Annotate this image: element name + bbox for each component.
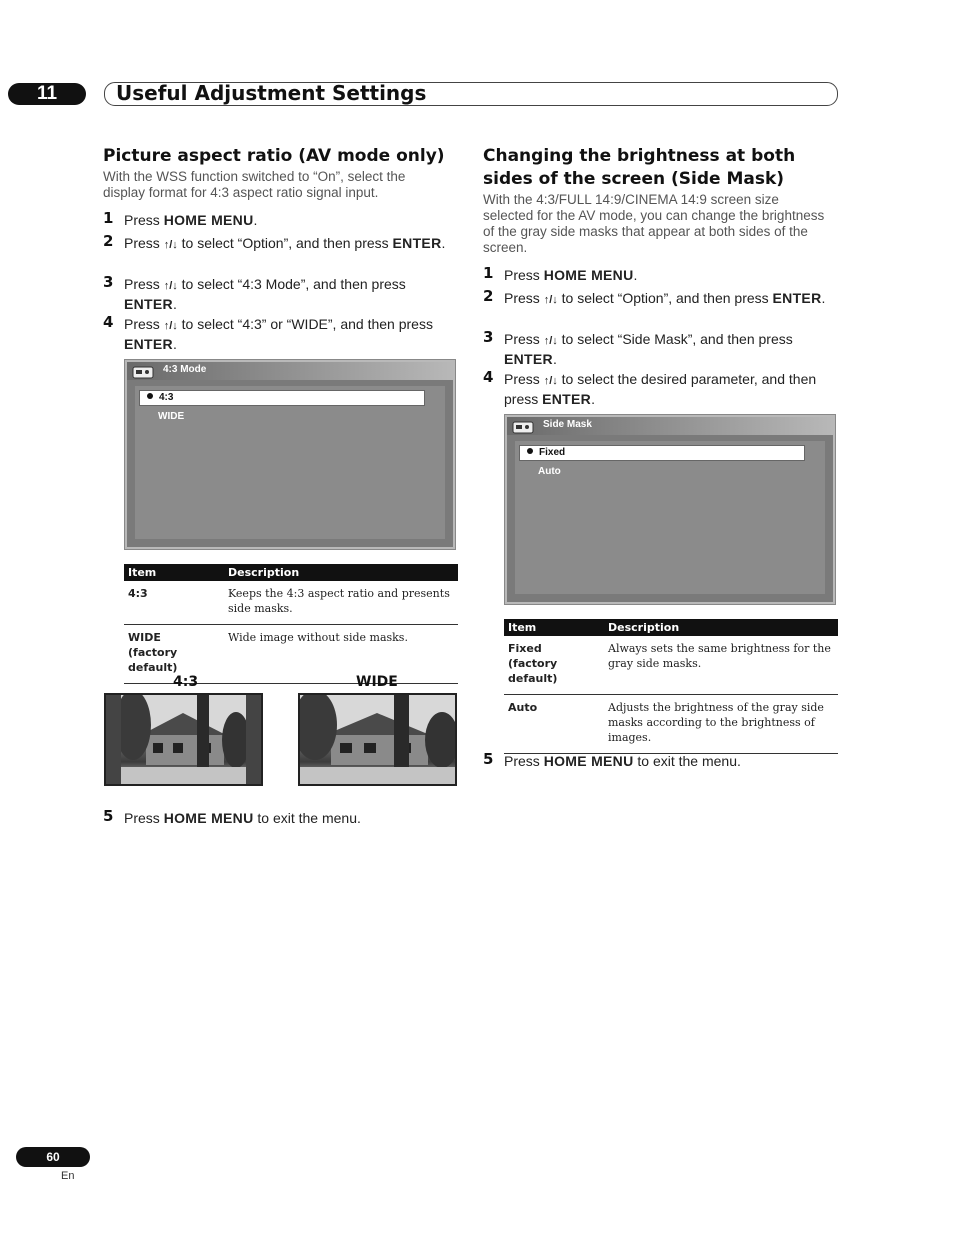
left-step-5: 5 Press HOME MENU to exit the menu.: [103, 807, 361, 826]
photo-4-3-example: [104, 693, 263, 786]
photo-label-wide: WIDE: [356, 674, 398, 690]
right-intro: With the 4:3/FULL 14:9/CINEMA 14:9 screen size selected for the AV mode, you can change the brightness of the gray side masks that appear at both sides of the screen.: [483, 192, 825, 255]
up-down-arrows-icon: ↑/↓: [163, 280, 178, 292]
chapter-number-badge: 11: [8, 83, 86, 105]
right-step-1: 1 Press HOME MENU.: [483, 264, 638, 283]
up-down-arrows-icon: ↑/↓: [543, 375, 558, 387]
photo-wide-example: [298, 693, 457, 786]
selected-dot-icon: [147, 393, 153, 399]
right-step-5: 5 Press HOME MENU to exit the menu.: [483, 750, 741, 769]
selected-dot-icon: [527, 448, 533, 454]
left-section-title: Picture aspect ratio (AV mode only): [103, 146, 445, 166]
page-number: 60: [16, 1147, 90, 1167]
osd-option: Auto: [538, 466, 561, 477]
up-down-arrows-icon: ↑/↓: [543, 294, 558, 306]
right-section-title: Changing the brightness at both sides of the screen (Side Mask): [483, 146, 796, 189]
photo-label-4-3: 4:3: [173, 674, 199, 690]
right-step-2: 2 Press ↑/↓ to select “Option”, and then press ENTER.: [483, 287, 826, 306]
right-item-table: Item Description Fixed (factory default) Always sets the same brightness for the gray side masks. Auto Adjusts the brightness of the gray side masks according to the brightness of images.: [504, 619, 838, 754]
left-intro: With the WSS function switched to “On”, select the display format for 4:3 aspect ratio signal input.: [103, 169, 406, 200]
remote-menu-icon: [511, 418, 537, 436]
table-row: Fixed (factory default) Always sets the same brightness for the gray side masks.: [504, 636, 838, 695]
osd-title: Side Mask: [543, 419, 592, 430]
osd-title: 4:3 Mode: [163, 364, 207, 375]
left-item-table: Item Description 4:3 Keeps the 4:3 aspect ratio and presents side masks. WIDE (factory default) Wide image without side masks.: [124, 564, 458, 684]
osd-option-selected: 4:3: [139, 390, 425, 406]
page-language: En: [61, 1170, 75, 1182]
left-step-3: 3 Press ↑/↓ to select “4:3 Mode”, and then press ENTER.: [103, 273, 406, 312]
right-step-3: 3 Press ↑/↓ to select “Side Mask”, and then press ENTER.: [483, 328, 793, 367]
house-photo: [121, 695, 246, 784]
osd-option-selected: Fixed: [519, 445, 805, 461]
table-row: Auto Adjusts the brightness of the gray side masks according to the brightness of images.: [504, 695, 838, 754]
house-photo: [300, 695, 455, 784]
up-down-arrows-icon: ↑/↓: [543, 335, 558, 347]
left-step-1: 1 Press HOME MENU.: [103, 209, 258, 228]
chapter-title: Useful Adjustment Settings: [116, 81, 427, 105]
up-down-arrows-icon: ↑/↓: [163, 239, 178, 251]
right-step-4: 4 Press ↑/↓ to select the desired parameter, and then press ENTER.: [483, 368, 817, 407]
osd-side-mask-screen: [505, 415, 835, 604]
left-step-4: 4 Press ↑/↓ to select “4:3” or “WIDE”, and then press ENTER.: [103, 313, 433, 352]
table-row: 4:3 Keeps the 4:3 aspect ratio and presents side masks.: [124, 581, 458, 625]
osd-option: WIDE: [158, 411, 185, 422]
table-row: WIDE (factory default) Wide image without side masks.: [124, 625, 458, 684]
left-step-2: 2 Press ↑/↓ to select “Option”, and then press ENTER.: [103, 232, 446, 251]
remote-menu-icon: [131, 363, 157, 381]
osd-4-3-mode-screen: [125, 360, 455, 549]
up-down-arrows-icon: ↑/↓: [163, 320, 178, 332]
